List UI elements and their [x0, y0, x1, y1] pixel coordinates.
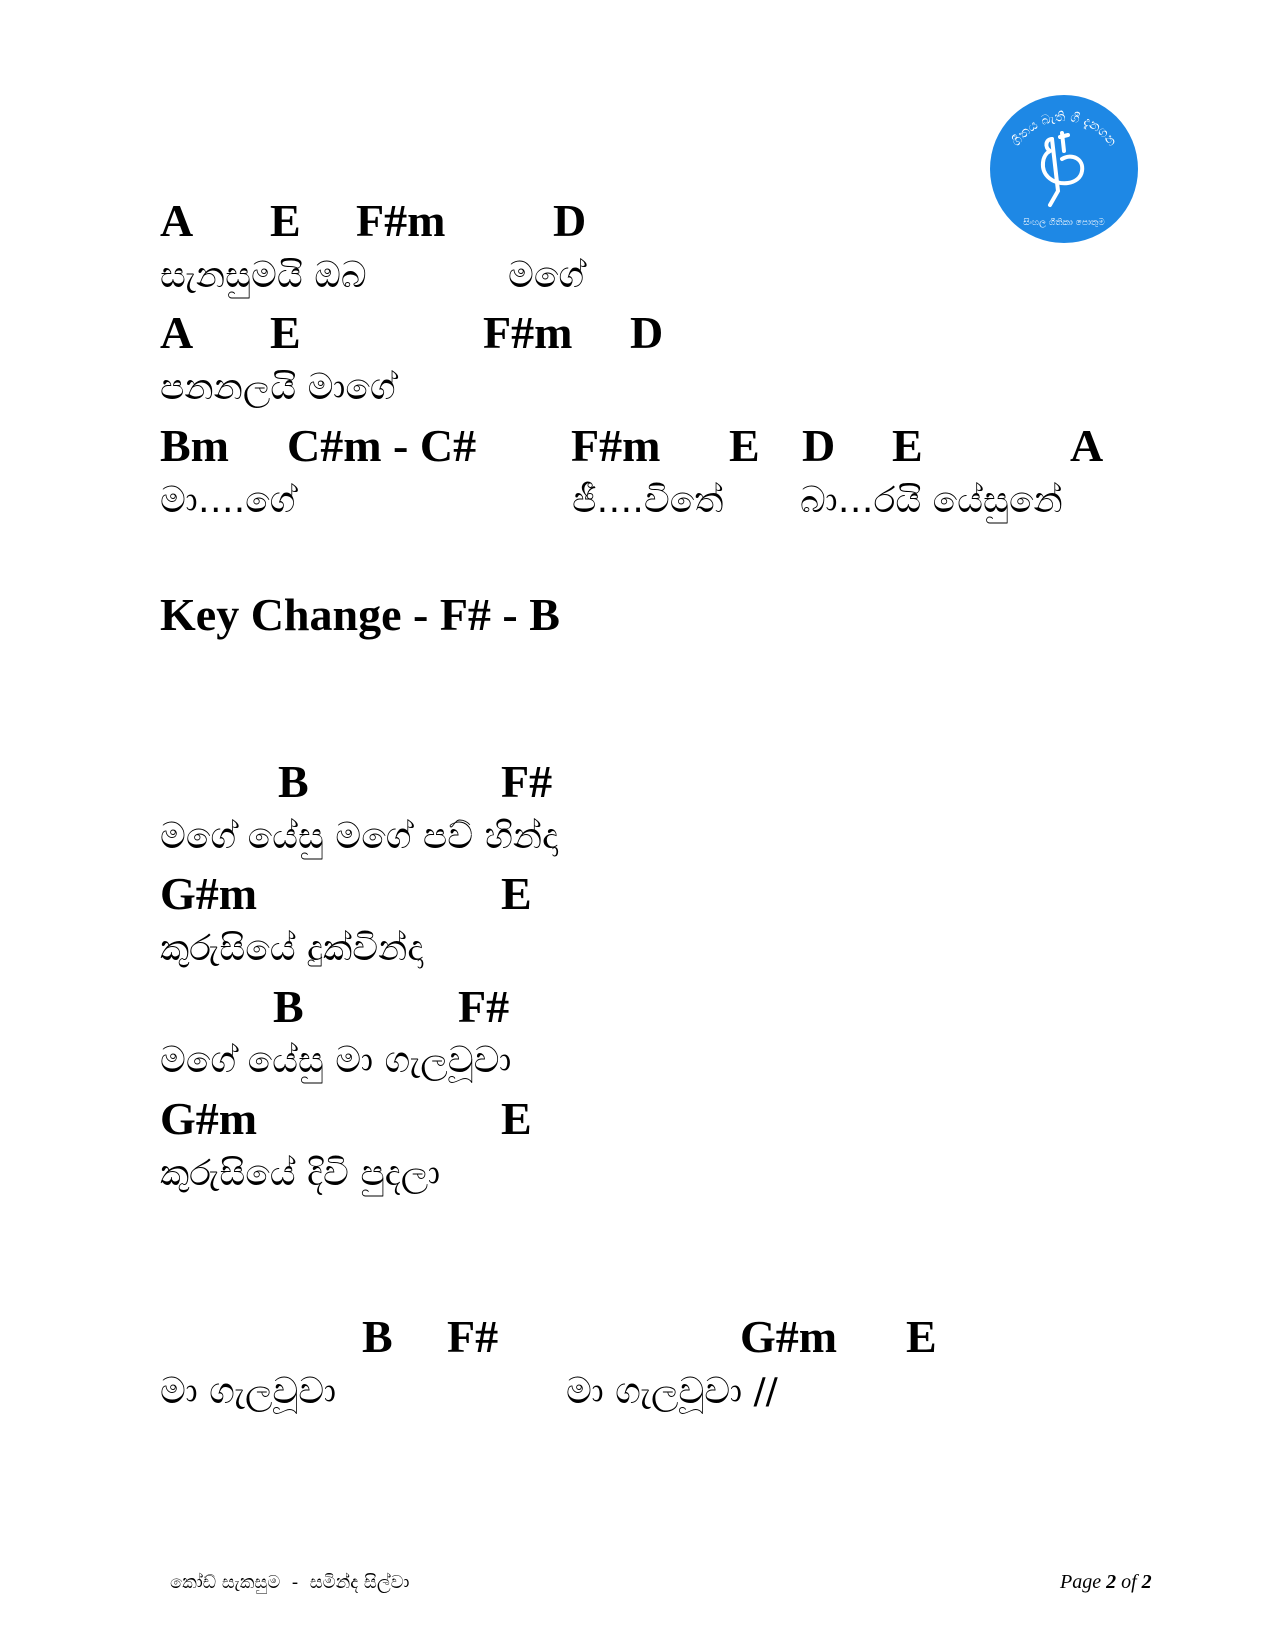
chord: F#m [483, 307, 573, 358]
key-change-heading: Key Change - F# - B [160, 589, 560, 640]
chord: F# [501, 756, 553, 807]
lyric-text: බා…රයි යේසුනේ [800, 480, 1063, 521]
logo-arc-text: ගීතය බැති ගී දැනගන [1008, 109, 1120, 150]
chord: A [1070, 420, 1104, 471]
chord: E [729, 420, 760, 471]
chord: E [270, 307, 301, 358]
lyric-line [0, 1153, 441, 1264]
chord: C#m - C# [287, 420, 477, 471]
lyric-text: මගේ යේසු මා ගැලවූවා [160, 1040, 512, 1081]
chord: B [362, 1311, 393, 1362]
chord: D [802, 420, 836, 471]
chord: F# [447, 1311, 499, 1362]
lyric-text: මගේ [508, 255, 585, 296]
page-of: of [1121, 1571, 1137, 1593]
page-prefix: Page [1060, 1571, 1102, 1593]
lyric-text: මා….ගේ [160, 480, 296, 521]
page-total: 2 [1141, 1571, 1152, 1593]
chord: E [501, 1093, 532, 1144]
chord: D [553, 195, 587, 246]
page-number [1060, 1571, 1152, 1594]
lyric-text: ජී….විතේ [572, 480, 724, 521]
lyric-line [0, 1371, 778, 1518]
footer-credit: කෝඩ් සැකසුම - සමින්ද සිල්වා [170, 1572, 410, 1593]
lyric-text: සැනසුමයි ඔබ [160, 255, 367, 296]
chord: Bm [160, 420, 229, 471]
chord: F# [458, 981, 510, 1032]
chord: B [273, 981, 304, 1032]
logo-bottom-text: සිංහල ගීතිකා පොතුම [1023, 218, 1105, 228]
lyric-text: කුරුසියේ දුක්වින්දා [160, 928, 424, 969]
lyric-text: පනනලයි මාගේ [160, 367, 396, 408]
lyric-text: මගේ යේසු මගේ පව් හින්දා [160, 816, 559, 857]
chord: F#m [356, 195, 446, 246]
chord: B [278, 756, 309, 807]
chord: E [270, 195, 301, 246]
chord: E [501, 868, 532, 919]
chord: D [630, 307, 664, 358]
chord: E [892, 420, 923, 471]
lyric-text: මා ගැලවූවා [160, 1371, 337, 1412]
lyric-text: මා ගැලවූවා // [566, 1371, 778, 1412]
chord: A [160, 195, 194, 246]
chord: E [906, 1311, 937, 1362]
chord: F#m [571, 420, 661, 471]
page-current: 2 [1106, 1571, 1117, 1593]
chord: G#m [740, 1311, 838, 1362]
logo [988, 93, 1140, 245]
chord: G#m [160, 1093, 258, 1144]
chord: G#m [160, 868, 258, 919]
chord: A [160, 307, 194, 358]
lyric-text: කුරුසියේ දිවි පුදලා [160, 1153, 441, 1194]
